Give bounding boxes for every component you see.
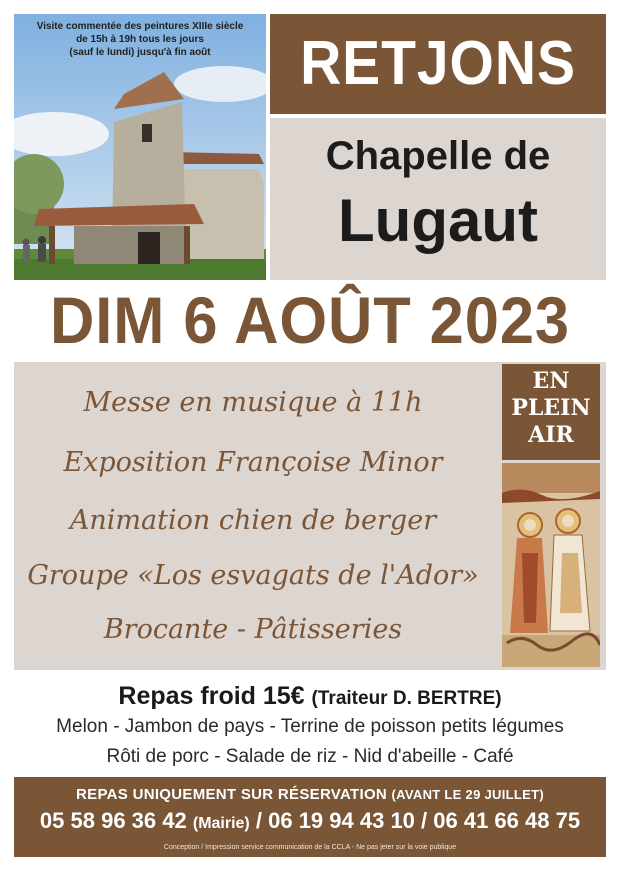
phone-mairie-label: (Mairie)	[192, 815, 250, 832]
meal-title: Repas froid 15€	[118, 682, 305, 710]
open-air-badge-text	[502, 368, 600, 449]
phone-others: / 06 19 94 43 10 / 06 41 66 48 75	[255, 808, 581, 833]
photo-caption	[14, 20, 266, 59]
credits: Conception / Impression service communication de la CCLA - Ne pas jeter sur la voie publique	[163, 844, 457, 851]
caterer: (Traiteur D. BERTRE)	[311, 688, 502, 709]
caption-line-2: de 15h à 19h tous les jours	[76, 34, 204, 45]
badge-line-1: EN	[532, 368, 570, 394]
phone-mairie: 05 58 96 36 42	[39, 808, 187, 833]
reservation-deadline: (AVANT LE 29 JUILLET)	[391, 787, 544, 802]
phone-numbers	[14, 808, 606, 834]
menu-line-1: Melon - Jambon de pays - Terrine de poisson petits légumes	[56, 716, 564, 737]
event-date: DIM 6 AOÛT 2023	[50, 283, 570, 357]
caption-line-3: (sauf le lundi) jusqu'à fin août	[69, 47, 211, 58]
program-item: Messe en musique à 11h	[83, 387, 423, 418]
badge-line-2: PLEIN	[511, 395, 591, 421]
reservation-line	[14, 786, 606, 803]
caption-line-1: Visite commentée des peintures XIIIe siècle	[36, 21, 244, 32]
program-item: Exposition Françoise Minor	[63, 447, 443, 478]
reservation-notice: REPAS UNIQUEMENT SUR RÉSERVATION	[76, 786, 388, 803]
program-item: Animation chien de berger	[69, 505, 437, 536]
menu-line-2: Rôti de porc - Salade de riz - Nid d'abeille - Café	[106, 746, 514, 767]
town-title: RETJONS	[300, 29, 576, 98]
badge-line-3: AIR	[528, 422, 574, 448]
program-item: Groupe «Los esvagats de l'Ador»	[27, 560, 479, 591]
chapel-name-line-2: Lugaut	[338, 187, 538, 254]
program-item: Brocante - Pâtisseries	[103, 614, 403, 645]
chapel-name-line-1: Chapelle de	[325, 134, 551, 178]
fresco-image	[502, 463, 600, 667]
meal-title-line	[14, 682, 606, 711]
